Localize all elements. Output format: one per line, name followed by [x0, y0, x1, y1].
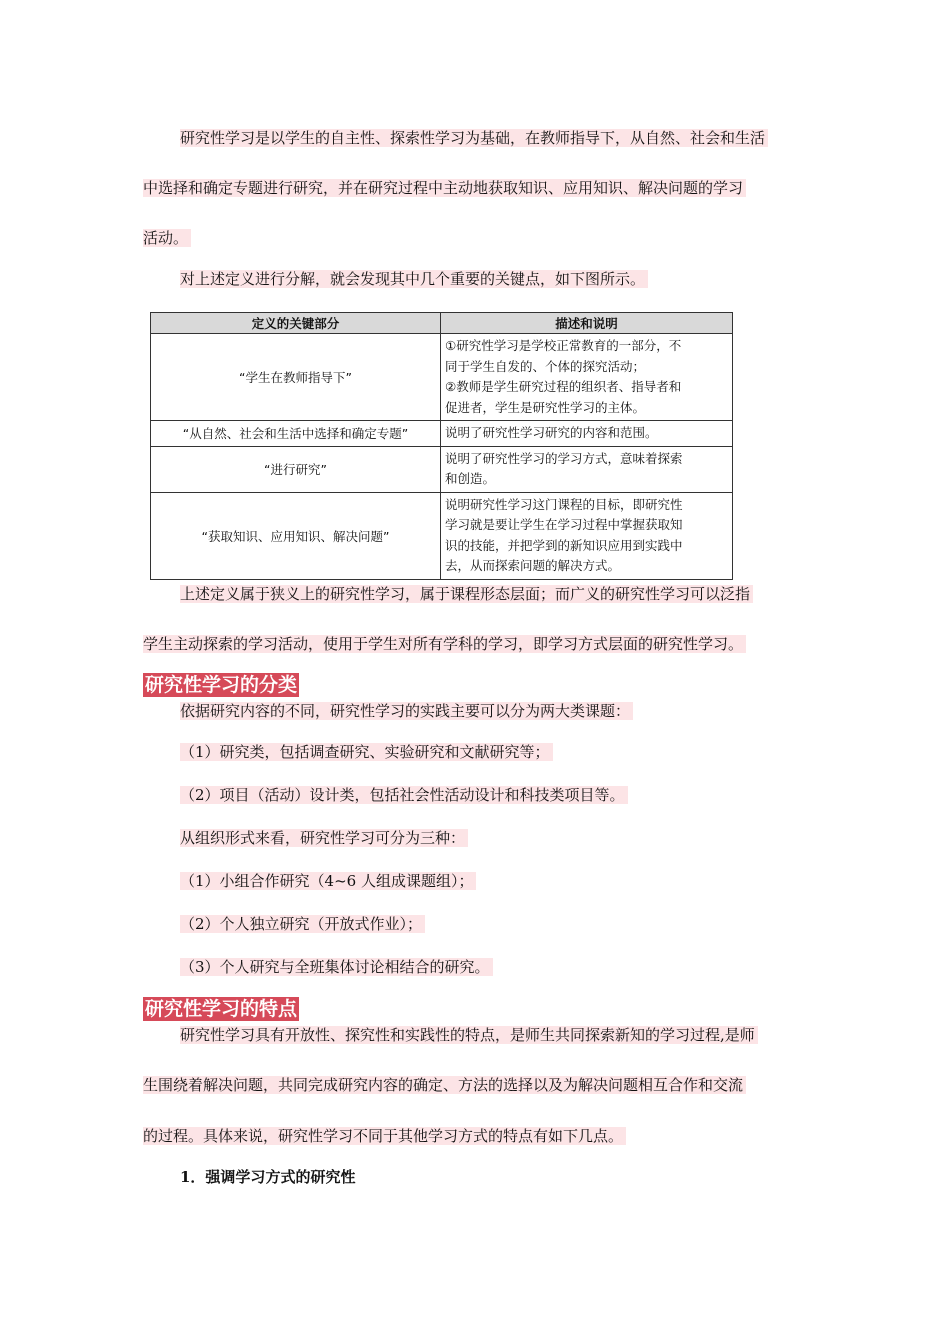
desc-line: ②教师是学生研究过程的组织者、指导者和	[445, 379, 682, 394]
classification-line: （3）个人研究与全班集体讨论相结合的研究。	[180, 957, 493, 977]
intro-paragraph-line-1: 研究性学习是以学生的自主性、探索性学习为基础，在教师指导下，从自然、社会和生活	[180, 128, 768, 148]
table-row	[151, 446, 733, 492]
classification-line: （2）项目（活动）设计类，包括社会性活动设计和科技类项目等。	[180, 785, 628, 805]
definition-table	[150, 312, 733, 580]
desc-line: 和创造。	[445, 471, 496, 486]
features-paragraph-line-1: 研究性学习具有开放性、探究性和实践性的特点，是师生共同探索新知的学习过程,是师	[180, 1025, 758, 1045]
intro-paragraph-line-3: 活动。	[143, 228, 191, 248]
classification-line: （1）研究类，包括调查研究、实验研究和文献研究等；	[180, 742, 553, 762]
table-cell-desc	[441, 334, 733, 421]
table-header-desc: 描述和说明	[441, 313, 733, 334]
intro-paragraph-2: 对上述定义进行分解，就会发现其中几个重要的关键点，如下图所示。	[180, 269, 648, 289]
section-heading-classification: 研究性学习的分类	[145, 674, 298, 696]
subheading-research-nature: 1．强调学习方式的研究性	[180, 1168, 356, 1186]
table-cell-key: “进行研究”	[151, 446, 441, 492]
desc-line: 说明了研究性学习的学习方式，意味着探索	[445, 450, 683, 466]
desc-line: 促进者，学生是研究性学习的主体。	[445, 399, 646, 415]
features-paragraph-line-3: 的过程。具体来说，研究性学习不同于其他学习方式的特点有如下几点。	[143, 1126, 626, 1146]
desc-line: 去，从而探索问题的解决方式。	[445, 558, 621, 573]
narrow-broad-paragraph-line-2: 学生主动探索的学习活动，使用于学生对所有学科的学习，即学习方式层面的研究性学习。	[143, 634, 746, 654]
desc-line: 学习就是要让学生在学习过程中掌握获取知	[445, 517, 683, 532]
table-cell-desc	[441, 492, 733, 579]
classification-line: （2）个人独立研究（开放式作业）；	[180, 914, 425, 934]
section-heading-features: 研究性学习的特点	[145, 998, 298, 1020]
desc-line: ①研究性学习是学校正常教育的一部分，不	[445, 338, 682, 353]
desc-line: 识的技能，并把学到的新知识应用到实践中	[445, 537, 683, 553]
table-cell-key: “学生在教师指导下”	[151, 334, 441, 421]
table-row	[151, 334, 733, 421]
desc-line: 说明了研究性学习研究的内容和范围。	[445, 425, 658, 440]
table-row	[151, 421, 733, 447]
table-row	[151, 492, 733, 579]
table-cell-desc	[441, 446, 733, 492]
classification-line: 依据研究内容的不同，研究性学习的实践主要可以分为两大类课题：	[180, 701, 633, 721]
narrow-broad-paragraph-line-1: 上述定义属于狭义上的研究性学习，属于课程形态层面；而广义的研究性学习可以泛指	[180, 584, 753, 604]
table-cell-desc	[441, 421, 733, 447]
table-cell-key: “获取知识、应用知识、解决问题”	[151, 492, 441, 579]
table-header-key: 定义的关键部分	[151, 313, 441, 334]
desc-line: 说明研究性学习这门课程的目标，即研究性	[445, 496, 683, 512]
classification-line: 从组织形式来看，研究性学习可分为三种：	[180, 828, 468, 848]
table-cell-key: “从自然、社会和生活中选择和确定专题”	[151, 421, 441, 447]
table-header-row	[151, 313, 733, 334]
features-paragraph-line-2: 生围绕着解决问题，共同完成研究内容的确定、方法的选择以及为解决问题相互合作和交流	[143, 1075, 746, 1095]
desc-line: 同于学生自发的、个体的探究活动；	[445, 358, 646, 374]
intro-paragraph-line-2: 中选择和确定专题进行研究，并在研究过程中主动地获取知识、应用知识、解决问题的学习	[143, 178, 746, 198]
classification-line: （1）小组合作研究（4~6 人组成课题组）；	[180, 871, 476, 891]
